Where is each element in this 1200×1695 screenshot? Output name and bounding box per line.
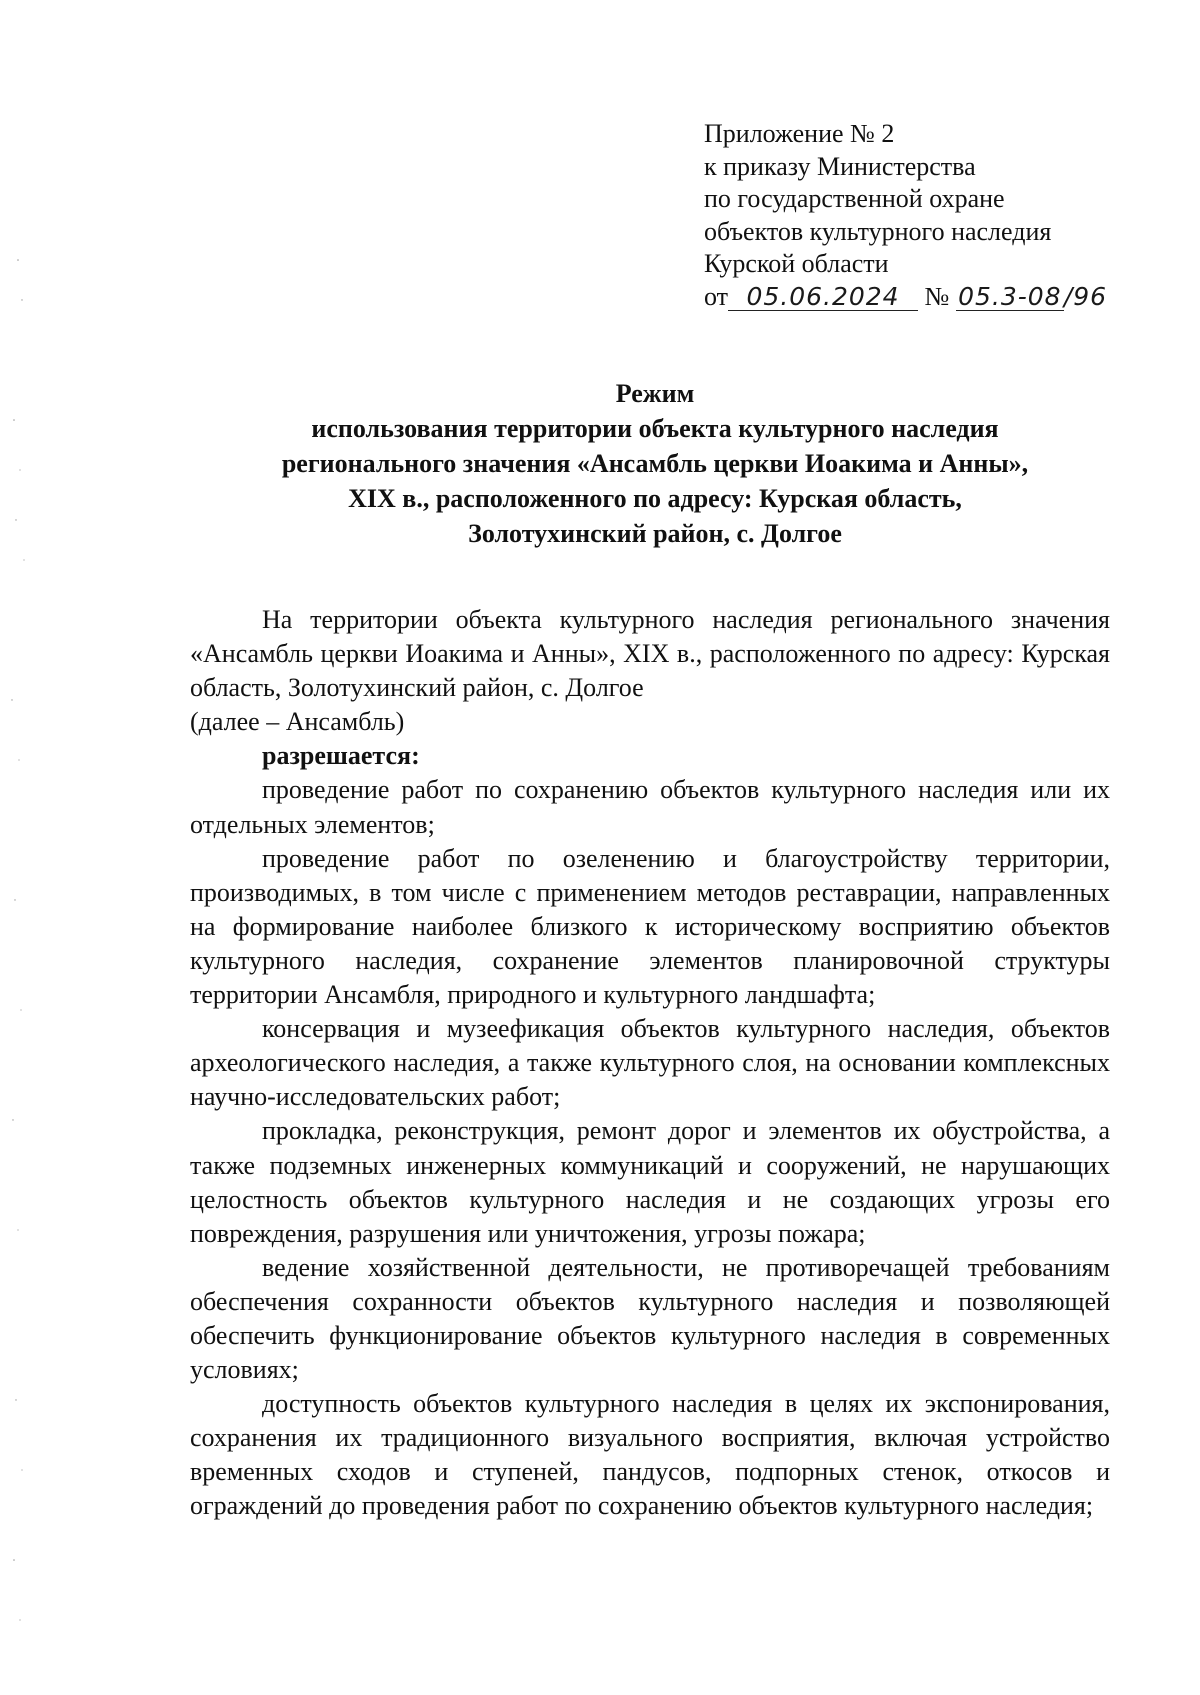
allowed-heading: разрешается: [262,741,420,771]
order-number-handwritten: 05.3-08 [958,281,1062,311]
order-number-field [956,281,1064,311]
title-line: XIX в., расположенного по адресу: Курская область, [348,484,962,513]
allowed-item: консервация и музеефикация объектов культурного наследия, объектов археологического наследия, а также культурного слоя, на основании комплексных научно-исследовательских работ; [190,1014,1110,1112]
scan-edge-noise [0,0,60,1695]
from-label: от [704,281,729,311]
allowed-item: проведение работ по озеленению и благоустройству территории, производимых, в том числе с применением методов реставрации, направленных на формирование наиболее близкого к историческому восприятию объектов культурного наследия, сохранение элементов планировочной структуры территории Ансамбля, природного и культурного ландшафта; [190,843,1110,1010]
intro-tail: (далее – Ансамбль) [190,707,405,737]
order-date-field [728,281,918,311]
title-line: регионального значения «Ансамбль церкви Иоакима и Анны», [281,449,1029,478]
number-label: № [924,281,950,311]
appendix-line: по государственной охране [704,184,1005,213]
appendix-header [704,118,1144,313]
allowed-item: проведение работ по сохранению объектов культурного наследия или их отдельных элементов; [190,775,1110,839]
title-line: использования территории объекта культурного наследия [311,414,999,443]
intro-paragraph: На территории объекта культурного наследия регионального значения «Ансамбль церкви Иоакима и Анны», XIX в., расположенного по адресу: Курская область, Золотухинский район, с. Долгое [190,605,1110,703]
document-title [180,376,1130,551]
appendix-line: к приказу Министерства [704,151,976,181]
order-number-suffix: /96 [1063,281,1108,311]
title-line: Режим [615,379,695,408]
document-body [190,603,1110,1524]
appendix-line: Приложение № 2 [704,119,895,148]
allowed-item: доступность объектов культурного наследия в целях их экспонирования, сохранения их традиционного визуального восприятия, включая устройство временных сходов и ступеней, пандусов, подпорных стенок, откосов и ограждений до проведения работ по сохранению объектов культурного наследия; [190,1389,1110,1521]
title-line: Золотухинский район, с. Долгое [468,519,842,548]
order-date-handwritten: 05.06.2024 [746,281,900,311]
allowed-item: прокладка, реконструкция, ремонт дорог и элементов их обустройства, а также подземных инженерных коммуникаций и сооружений, не нарушающих целостность объектов культурного наследия и не создающих угрозы его повреждения, разрушения или уничтожения, угрозы пожара; [190,1116,1110,1248]
allowed-item: ведение хозяйственной деятельности, не противоречащей требованиям обеспечения сохранности объектов культурного наследия и позволяющей обеспечить функционирование объектов культурного наследия в современных условиях; [190,1252,1110,1385]
appendix-line: объектов культурного наследия [704,216,1052,246]
appendix-line: Курской области [704,249,889,278]
order-date-number-line [704,281,1144,314]
